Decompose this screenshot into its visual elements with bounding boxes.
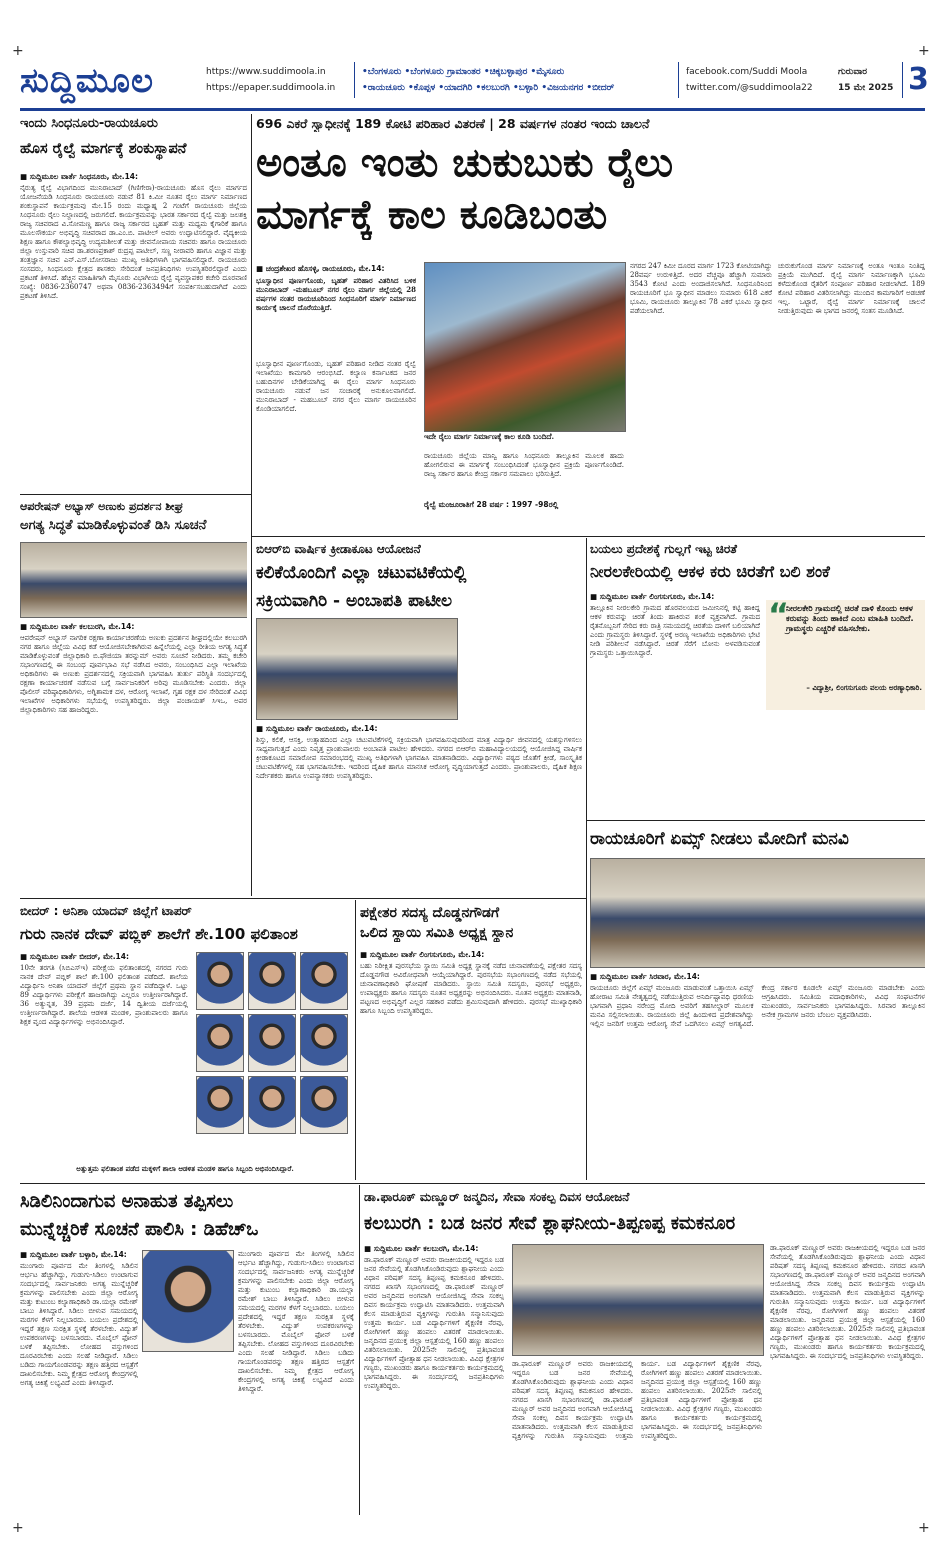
editions-line-1: •ಬೆಂಗಳೂರು •ಬೆಂಗಳೂರು ಗ್ರಾಮಾಂತರ •ಚಿಕ್ಕಬಳ್ಳಾಪುರ •ಮೈಸೂರು [362, 67, 565, 77]
story-body: ಶಿಸ್ತು, ಕಲಿಕೆ, ಆಸಕ್ತಿ, ಉತ್ಸಾಹದಿಂದ ಎಲ್ಲಾ ಚಟುವಟಿಕೆಗಳಲ್ಲಿ ಸಕ್ರಿಯವಾಗಿ ಭಾಗವಹಿಸುವುದರಿಂದ ಮಾತ್ರ ವಿದ್ಯಾರ್ಥಿ ಜೀವನದಲ್ಲಿ ಯಶಸ್ಸುಗಳಿಸಲು ಸಾಧ್ಯವಾಗುತ್ತದೆ ಎಂದು ನಿವೃತ್ತ ಪ್ರಾಂಶುಪಾಲರು ಅಂಬಾಪತಿ ಪಾಟೀಲ ಹೇಳಿದರು. ನಗರದ ಬಿಆರ್‌ಬಿ ಮಹಾವಿದ್ಯಾಲಯದಲ್ಲಿ ಆಯೋಜಿಸಿದ್ದ ವಾರ್ಷಿಕ ಕ್ರೀಡಾಕೂಟದ ಸಮಾರೋಪ ಸಮಾರಂಭದಲ್ಲಿ ಮುಖ್ಯ ಅತಿಥಿಗಳಾಗಿ ಭಾಗವಹಿಸಿ ಮಾತನಾಡಿದರು. ವಿದ್ಯಾರ್ಥಿಗಳು ಪಠ್ಯದ ಜೊತೆಗೆ ಕ್ರೀಡೆ, ಸಾಂಸ್ಕೃತಿಕ ಚಟುವಟಿಕೆಗಳಲ್ಲಿ ಸಹ ಭಾಗವಹಿಸಬೇಕು. ಇದರಿಂದ ದೈಹಿಕ ಹಾಗೂ ಮಾನಸಿಕ ಆರೋಗ್ಯ ವೃದ್ಧಿಯಾಗುತ್ತದೆ ಎಂದರು. ಪ್ರಾಂಶುಪಾಲರು, ದೈಹಿಕ ಶಿಕ್ಷಣ ನಿರ್ದೇಶಕರು ಹಾಗೂ ಉಪನ್ಯಾಸಕರು ಉಪಸ್ಥಿತರಿದ್ದರು. [256, 736, 582, 780]
page-number: 3 [908, 62, 929, 97]
story-byline: ■ ಸುದ್ದಿಮೂಲ ವಾರ್ತೆ ಲಿಂಗಸುಗೂರು, ಮೇ.14: [360, 950, 485, 959]
issue-day: ಗುರುವಾರ [838, 67, 868, 77]
lead-body-4: ಚುರುಕುಗೊಂಡ ಮಾರ್ಗ ನಿರ್ಮಾಣಕ್ಕೆ ಅಂತೂ ಇಂತೂ ನಿಂತಿದ್ದ ಪ್ರಕ್ರಿಯೆ ಮುಗಿದಿದೆ. ರೈಲ್ವೆ ಮಾರ್ಗ ನಿರ್ಮಾಣಕ್ಕಾಗಿ ಭೂಮಿ ಕಳೆದುಕೊಂಡ ರೈತರಿಗೆ ಸಂಪೂರ್ಣ ಪರಿಹಾರ ನೀಡಲಾಗಿದೆ. 189 ಕೋಟಿ ಪರಿಹಾರ ವಿತರಿಸಲಾಗಿದ್ದು ಮುಂದಿನ ಕಾಮಗಾರಿಗೆ ಅಡಚಣೆ ಇಲ್ಲ. ಒಟ್ಟಾರೆ, ರೈಲ್ವೆ ಮಾರ್ಗ ನಿರ್ಮಾಣಕ್ಕೆ ಚಾಲನೆ ನೀಡುತ್ತಿರುವುದು ಈ ಭಾಗದ ಜನರಲ್ಲಿ ಸಂತಸ ಮೂಡಿಸಿದೆ. [778, 262, 925, 315]
officer-photo [142, 1250, 234, 1352]
story-byline: ■ ಸುದ್ದಿಮೂಲ ವಾರ್ತೆ ಸಿಂಧನೂರು, ಮೇ.14: [20, 172, 139, 181]
story-brb-sports [256, 540, 582, 896]
quote-text: ನೀರಲಕೇರಿ ಗ್ರಾಮದಲ್ಲಿ ಚಿರತೆ ದಾಳಿ ಕೊಂದು ಆಕಳ ಕರುವನ್ನು ತಿಂದು ಹಾಕಿದೆ ಎಂಬ ಮಾಹಿತಿ ಬಂದಿದೆ. ಗ್ರಾಮಸ್ಥರು ಎಚ್ಚರಿಕೆ ವಹಿಸಬೇಕು. [786, 604, 914, 633]
quote-attribution: – ವಿದ್ಯಾಶ್ರೀ, ಲಿಂಗಸುಗೂರು ವಲಯ ಅರಣ್ಯಾಧಿಕಾರಿ. [806, 684, 922, 692]
story-headline: ಗುರು ನಾನಕ ದೇವ್ ಪಬ್ಲಿಕ್ ಶಾಲೆಗೆ ಶೇ.100 ಫಲಿತಾಂಶ [20, 925, 298, 943]
column-rule [251, 496, 252, 896]
lead-byline: ■ ಚಂದ್ರಶೇಖರ ಹೊಸಳ್ಳಿ, ರಾಯಚೂರು, ಮೇ.14: [256, 264, 385, 273]
story-body: ರಾಯಚೂರು ಜಿಲ್ಲೆಗೆ ಏಮ್ಸ್ ಮಂಜೂರು ಮಾಡುವಂತೆ ಒತ್ತಾಯಿಸಿ ಏಮ್ಸ್ ಹೋರಾಟ ಸಮಿತಿ ನೇತೃತ್ವದಲ್ಲಿ ನಡೆಯುತ್ತಿರುವ ಅನಿರ್ದಿಷ್ಟಾವಧಿ ಧರಣಿಯ ಭಾಗವಾಗಿ ಪ್ರಧಾನಿ ನರೇಂದ್ರ ಮೋದಿ ಅವರಿಗೆ ತಹಸೀಲ್ದಾರ್ ಮೂಲಕ ಮನವಿ ಸಲ್ಲಿಸಲಾಯಿತು. ರಾಯಚೂರು ಜಿಲ್ಲೆ ಹಿಂದುಳಿದ ಪ್ರದೇಶವಾಗಿದ್ದು ಇಲ್ಲಿನ ಜನರಿಗೆ ಉತ್ತಮ ಆರೋಗ್ಯ ಸೇವೆ ಒದಗಿಸಲು ಏಮ್ಸ್ ಅಗತ್ಯವಿದೆ. ಕೇಂದ್ರ ಸರ್ಕಾರ ಕೂಡಲೇ ಏಮ್ಸ್ ಮಂಜೂರು ಮಾಡಬೇಕು ಎಂದು ಆಗ್ರಹಿಸಿದರು. ಸಮಿತಿಯ ಪದಾಧಿಕಾರಿಗಳು, ವಿವಿಧ ಸಂಘಟನೆಗಳ ಮುಖಂಡರು, ಸಾರ್ವಜನಿಕರು ಭಾಗವಹಿಸಿದ್ದರು. ಸಿರವಾರ ತಾಲ್ಲೂಕಿನ ಅನೇಕ ಗ್ರಾಮಗಳ ಜನರು ಬೆಂಬಲ ವ್ಯಕ್ತಪಡಿಸಿದರು. [590, 984, 925, 1028]
story-headline-line-2: ಮುನ್ನೆಚ್ಚರಿಕೆ ಸೂಚನೆ ಪಾಲಿಸಿ : ಡಿಹೆಚ್‌ಒ [20, 1219, 259, 1240]
story-body: ನೈರುತ್ಯ ರೈಲ್ವೆ ವಿಭಾಗದಿಂದ ಮುನಿರಾಬಾದ್ (ಗಿಣಿಗೇರಾ)-ರಾಯಚೂರು ಹೊಸ ರೈಲು ಮಾರ್ಗದ ಯೋಜನೆಯಡಿ ಸಿಂಧನೂರು ರಾಯಚೂರು ನಡುವೆ 81 ಕಿ.ಮೀ ನೂತನ ರೈಲು ಮಾರ್ಗ ನಿರ್ಮಾಣದ ಶಂಕುಸ್ಥಾಪನೆ ಕಾರ್ಯಕ್ರಮವು ಮೇ.15 ರಂದು ಮಧ್ಯಾಹ್ನ 2 ಗಂಟೆಗೆ ರಾಯಚೂರು ಜಿಲ್ಲೆಯ ಸಿಂಧನೂರು ರೈಲು ನಿಲ್ದಾಣದಲ್ಲಿ ಜರುಗಲಿದೆ. ಕಾರ್ಯಕ್ರಮವನ್ನು ಭಾರತ ಸರ್ಕಾರದ ರೈಲ್ವೆ ಮತ್ತು ಜಲಶಕ್ತಿ ರಾಜ್ಯ ಸಚಿವರಾದ ವಿ.ಸೋಮಣ್ಣ ಹಾಗೂ ರಾಜ್ಯ ಸರ್ಕಾರದ ಬೃಹತ್ ಮತ್ತು ಮಧ್ಯಮ ಕೈಗಾರಿಕೆ ಹಾಗೂ ಮೂಲಸೌಕರ್ಯ ಅಭಿವೃದ್ಧಿ ಸಚಿವರಾದ ಡಾ.ಎಂ.ಬಿ. ಪಾಟೀಲ್ ಅವರು ಉದ್ಘಾಟಿಸಲಿದ್ದಾರೆ. ವೈದ್ಯಕೀಯ ಶಿಕ್ಷಣ ಹಾಗೂ ಕೌಶಲ್ಯಾಭಿವೃದ್ಧಿ ಉದ್ಯಮಶೀಲತೆ ಮತ್ತು ಜೀವನೋಪಾಯ ಸಚಿವರು ಹಾಗೂ ರಾಯಚೂರು ಜಿಲ್ಲಾ ಉಸ್ತುವಾರಿ ಸಚಿವ ಡಾ.ಶರಣಪ್ರಕಾಶ್ ರುದ್ರಪ್ಪ ಪಾಟೀಲ್, ಸಣ್ಣ ನೀರಾವರಿ ಹಾಗೂ ವಿಜ್ಞಾನ ಮತ್ತು ತಂತ್ರಜ್ಞಾನ ಸಚಿವ ಎನ್.ಎಸ್.ಬೋಸರಾಜು ಮುಖ್ಯ ಅತಿಥಿಗಳಾಗಿ ಭಾಗವಹಿಸಲಿದ್ದಾರೆ. ರಾಯಚೂರು ಸಂಸದರು, ಸಿಂಧನೂರು ಕ್ಷೇತ್ರದ ಶಾಸಕರು ಸೇರಿದಂತೆ ಜನಪ್ರತಿನಿಧಿಗಳು ಉಪಸ್ಥಿತರಿರಲಿದ್ದಾರೆ ಎಂದು ಪ್ರಕಟಣೆ ತಿಳಿಸಿದೆ. ಹೆಚ್ಚಿನ ಮಾಹಿತಿಗಾಗಿ ಮೈಸೂರು ವಿಭಾಗೀಯ ರೈಲ್ವೆ ವ್ಯವಸ್ಥಾಪಕರ ಕಚೇರಿ ದೂರವಾಣಿ ಸಂಖ್ಯೆ: 0836-2360747 ಅಥವಾ 0836-2363494ಗೆ ಸಂಪರ್ಕಿಸಬಹುದಾಗಿದೆ ಎಂದು ಪ್ರಕಟಣೆ ತಿಳಿಸಿದೆ. [20, 184, 247, 300]
column-rule [251, 114, 252, 534]
lead-body-2: ರಾಯಚೂರು ಜಿಲ್ಲೆಯ ಮಾನ್ವಿ ಹಾಗೂ ಸಿಂಧನೂರು ತಾಲ್ಲೂಕಿನ ಮೂಲಕ ಹಾದು ಹೋಗಲಿರುವ ಈ ಮಾರ್ಗಕ್ಕೆ ಸಂಬಂಧಿಸಿದಂತೆ ಭೂಸ್ವಾಧೀನ ಪ್ರಕ್ರಿಯೆ ಪೂರ್ಣಗೊಂಡಿದೆ. ರಾಜ್ಯ ಸರ್ಕಾರ ಹಾಗೂ ಕೇಂದ್ರ ಸರ್ಕಾರ ಸಮಪಾಲು ಭರಿಸುತ್ತಿದೆ. [424, 452, 624, 478]
student-photo [196, 1014, 244, 1072]
story-body: ಡಾ.ಫಾರೂಕ್ ಮಣ್ಣೂರ್ ಅವರು ರಾಜಕೀಯದಲ್ಲಿ ಇದ್ದರೂ ಬಡ ಜನರ ಸೇವೆಯಲ್ಲಿ ತೊಡಗಿಸಿಕೊಂಡಿರುವುದು ಶ್ಲಾಘನೀಯ ಎಂದು ವಿಧಾನ ಪರಿಷತ್ ಸದಸ್ಯ ತಿಪ್ಪಣಪ್ಪ ಕಮಕನೂರ ಹೇಳಿದರು. ನಗರದ ಖಾಸಗಿ ಸಭಾಂಗಣದಲ್ಲಿ ಡಾ.ಫಾರೂಕ್ ಮಣ್ಣೂರ್ ಅವರ ಜನ್ಮದಿನದ ಅಂಗವಾಗಿ ಆಯೋಜಿಸಿದ್ದ ಸೇವಾ ಸಂಕಲ್ಪ ದಿವಸ ಕಾರ್ಯಕ್ರಮ ಉದ್ಘಾಟಿಸಿ ಮಾತನಾಡಿದರು. ಉತ್ತಮವಾಗಿ ಕೆಲಸ ಮಾಡುತ್ತಿರುವ ವ್ಯಕ್ತಿಗಳನ್ನು ಗುರುತಿಸಿ ಸನ್ಮಾನಿಸುವುದು ಉತ್ತಮ ಕಾರ್ಯ. ಬಡ ವಿದ್ಯಾರ್ಥಿಗಳಿಗೆ ಶೈಕ್ಷಣಿಕ ನೆರವು, ರೋಗಿಗಳಿಗೆ ಹಣ್ಣು ಹಂಪಲು ವಿತರಣೆ ಮಾಡಲಾಯಿತು. ಜನ್ಮದಿನದ ಪ್ರಯುಕ್ತ ಜಿಲ್ಲಾ ಆಸ್ಪತ್ರೆಯಲ್ಲಿ 160 ಹಣ್ಣು ಹಂಪಲು ವಿತರಿಸಲಾಯಿತು. 2025ನೇ ಸಾಲಿನಲ್ಲಿ ಪ್ರತಿಭಾವಂತ ವಿದ್ಯಾರ್ಥಿಗಳಿಗೆ ಪ್ರೋತ್ಸಾಹ ಧನ ನೀಡಲಾಯಿತು. ವಿವಿಧ ಕ್ಷೇತ್ರಗಳ ಗಣ್ಯರು, ಮುಖಂಡರು ಹಾಗೂ ಕಾರ್ಯಕರ್ತರು ಕಾರ್ಯಕ್ರಮದಲ್ಲಿ ಭಾಗವಹಿಸಿದ್ದರು. ಈ ಸಂದರ್ಭದಲ್ಲಿ ಜನಪ್ರತಿನಿಧಿಗಳು ಉಪಸ್ಥಿತರಿದ್ದರು. [364, 1256, 504, 1390]
column-rule [355, 900, 356, 1180]
story-body-continued: ಡಾ.ಫಾರೂಕ್ ಮಣ್ಣೂರ್ ಅವರು ರಾಜಕೀಯದಲ್ಲಿ ಇದ್ದರೂ ಬಡ ಜನರ ಸೇವೆಯಲ್ಲಿ ತೊಡಗಿಸಿಕೊಂಡಿರುವುದು ಶ್ಲಾಘನೀಯ ಎಂದು ವಿಧಾನ ಪರಿಷತ್ ಸದಸ್ಯ ತಿಪ್ಪಣಪ್ಪ ಕಮಕನೂರ ಹೇಳಿದರು. ನಗರದ ಖಾಸಗಿ ಸಭಾಂಗಣದಲ್ಲಿ ಡಾ.ಫಾರೂಕ್ ಮಣ್ಣೂರ್ ಅವರ ಜನ್ಮದಿನದ ಅಂಗವಾಗಿ ಆಯೋಜಿಸಿದ್ದ ಸೇವಾ ಸಂಕಲ್ಪ ದಿವಸ ಕಾರ್ಯಕ್ರಮ ಉದ್ಘಾಟಿಸಿ ಮಾತನಾಡಿದರು. ಉತ್ತಮವಾಗಿ ಕೆಲಸ ಮಾಡುತ್ತಿರುವ ವ್ಯಕ್ತಿಗಳನ್ನು ಗುರುತಿಸಿ ಸನ್ಮಾನಿಸುವುದು ಉತ್ತಮ ಕಾರ್ಯ. ಬಡ ವಿದ್ಯಾರ್ಥಿಗಳಿಗೆ ಶೈಕ್ಷಣಿಕ ನೆರವು, ರೋಗಿಗಳಿಗೆ ಹಣ್ಣು ಹಂಪಲು ವಿತರಣೆ ಮಾಡಲಾಯಿತು. ಜನ್ಮದಿನದ ಪ್ರಯುಕ್ತ ಜಿಲ್ಲಾ ಆಸ್ಪತ್ರೆಯಲ್ಲಿ 160 ಹಣ್ಣು ಹಂಪಲು ವಿತರಿಸಲಾಯಿತು. 2025ನೇ ಸಾಲಿನಲ್ಲಿ ಪ್ರತಿಭಾವಂತ ವಿದ್ಯಾರ್ಥಿಗಳಿಗೆ ಪ್ರೋತ್ಸಾಹ ಧನ ನೀಡಲಾಯಿತು. ವಿವಿಧ ಕ್ಷೇತ್ರಗಳ ಗಣ್ಯರು, ಮುಖಂಡರು ಹಾಗೂ ಕಾರ್ಯಕರ್ತರು ಕಾರ್ಯಕ್ರಮದಲ್ಲಿ ಭಾಗವಹಿಸಿದ್ದರು. ಈ ಸಂದರ್ಭದಲ್ಲಿ ಜನಪ್ರತಿನಿಧಿಗಳು ಉಪಸ್ಥಿತರಿದ್ದರು. [512, 1360, 762, 1440]
story-aiims [590, 824, 925, 1180]
column-rule [586, 822, 587, 1180]
story-leopard [590, 540, 925, 820]
registration-mark: + [12, 43, 24, 59]
masthead-divider [902, 62, 903, 98]
quote-box [766, 596, 925, 710]
registration-mark: + [918, 1520, 930, 1536]
lead-headline-line-2: ಮಾರ್ಗಕ್ಕೆ ಕಾಲ ಕೂಡಿಬಂತು [256, 192, 608, 238]
story-kicker: ಬಿಆರ್‌ಬಿ ವಾರ್ಷಿಕ ಕ್ರೀಡಾಕೂಟ ಆಯೋಜನೆ [256, 542, 421, 556]
story-byline: ■ ಸುದ್ದಿಮೂಲ ವಾರ್ತೆ ಸಿರವಾರ, ಮೇ.14: [590, 972, 700, 981]
lead-story [256, 114, 925, 534]
story-headline: ಕಲಬುರಗಿ : ಬಡ ಜನರ ಸೇವೆ ಶ್ಲಾಘನೀಯ-ತಿಪ್ಪಣಪ್ಪ ಕಮಕನೂರ [364, 1213, 736, 1234]
lead-timeline-subhead: ರೈಲ್ವೆ ಮಂಜೂರಾತಿಗೆ 28 ವರ್ಷ : 1997 -98ರಲ್ಲಿ [424, 500, 559, 509]
train-photo [424, 262, 626, 432]
protest-photo [590, 858, 925, 968]
lead-body-1: ಭೂಸ್ವಾಧೀನ ಪೂರ್ಣಗೊಂಡು, ಬೃಹತ್ ಪರಿಹಾರ ನೀಡಿದ ನಂತರ ರೈಲ್ವೆ ಇಲಾಖೆಯು ಕಾಮಗಾರಿ ಆರಂಭಿಸಿದೆ. ಕಲ್ಯಾಣ ಕರ್ನಾಟಕದ ಜನರ ಬಹುದಿನಗಳ ಬೇಡಿಕೆಯಾಗಿದ್ದ ಈ ರೈಲು ಮಾರ್ಗ ಸಿಂಧನೂರು ರಾಯಚೂರು ನಡುವೆ ಜನ ಸಂಚಾರಕ್ಕೆ ಅನುಕೂಲವಾಗಲಿದೆ. ಮುನಿರಾಬಾದ್ - ಮಹಬೂಬ್ ನಗರ ರೈಲು ಮಾರ್ಗ ರಾಯಚೂರಿನ ಕೊಂಡಿಯಾಗಲಿದೆ. [256, 360, 416, 413]
story-kamakanur [364, 1188, 925, 1514]
story-headline-line-1: ಕಲಿಕೆಯೊಂದಿಗೆ ಎಲ್ಲಾ ಚಟುವಟಿಕೆಯಲ್ಲಿ [256, 563, 467, 583]
story-kicker: ಇಂದು ಸಿಂಧನೂರು-ರಾಯಚೂರು [20, 116, 158, 131]
story-body: ಆಪರೇಷನ್ ಅಭ್ಯಾಸ್ ನಾಗರಿಕ ರಕ್ಷಣಾ ಕಾರ್ಯಾಚರಣೆಯ ಅಣುಕು ಪ್ರದರ್ಶನ ಶೀಘ್ರದಲ್ಲಿಯೇ ಕಲಬುರಗಿ ನಗರ ಹಾಗೂ ಜಿಲ್ಲೆಯ ವಿವಿಧ ಕಡೆ ಆಯೋಜಿಸಬೇಕಾಗಿರುವ ಹಿನ್ನೆಲೆಯಲ್ಲಿ ಎಲ್ಲಾ ರೀತಿಯ ಅಗತ್ಯ ಸಿದ್ಧತೆ ಮಾಡಿಕೊಳ್ಳುವಂತೆ ಜಿಲ್ಲಾಧಿಕಾರಿ ಬಿ.ಫೌಜಿಯಾ ತರನ್ನುಮ್ ಅವರು ಸೂಚನೆ ನೀಡಿದರು. ತಮ್ಮ ಕಚೇರಿ ಸಭಾಂಗಣದಲ್ಲಿ ಈ ಸಂಬಂಧ ಪೂರ್ವಭಾವಿ ಸಭೆ ನಡೆಸಿದ ಅವರು, ಸಂಬಂಧಿಸಿದ ಎಲ್ಲಾ ಇಲಾಖೆಯ ಅಧಿಕಾರಿಗಳು ಈ ಅಣುಕು ಪ್ರದರ್ಶನದಲ್ಲಿ ಸಕ್ರಿಯವಾಗಿ ಭಾಗವಹಿಸಿ ತುರ್ತು ಪರಿಸ್ಥಿತಿ ಸಂದರ್ಭದಲ್ಲಿ ರಕ್ಷಣಾ ಕಾರ್ಯಾಚರಣೆ ನಡೆಸುವ ಬಗ್ಗೆ ಸಾರ್ವಜನಿಕರಿಗೆ ಅರಿವು ಮೂಡಿಸಬೇಕು ಎಂದರು. ಜಿಲ್ಲಾ ಪೊಲೀಸ್ ವರಿಷ್ಠಾಧಿಕಾರಿಗಳು, ಅಗ್ನಿಶಾಮಕ ದಳ, ಆರೋಗ್ಯ ಇಲಾಖೆ, ಗೃಹ ರಕ್ಷಕ ದಳ ಸೇರಿದಂತೆ ವಿವಿಧ ಇಲಾಖೆಗಳ ಅಧಿಕಾರಿಗಳು ಸಭೆಯಲ್ಲಿ ಉಪಸ್ಥಿತರಿದ್ದರು. ಜಿಲ್ಲಾ ಪಂಚಾಯತ್ ಸಿಇಒ, ಅಪರ ಜಿಲ್ಲಾಧಿಕಾರಿಗಳು ಸಹ ಹಾಜರಿದ್ದರು. [20, 634, 247, 714]
meeting-photo [20, 542, 247, 618]
story-bidar-school [20, 902, 350, 1180]
story-byline: ■ ಸುದ್ದಿಮೂಲ ವಾರ್ತೆ ಲಿಂಗಸುಗೂರು, ಮೇ.14: [590, 592, 715, 601]
student-photo [300, 1076, 348, 1134]
story-headline-line-2: ಒಲಿದ ಸ್ಥಾಯಿ ಸಮಿತಿ ಅಧ್ಯಕ್ಷ ಸ್ಥಾನ [360, 925, 514, 941]
twitter-link[interactable]: twitter.com/@suddimoola22 [686, 83, 813, 93]
lead-kicker: 696 ಎಕರೆ ಸ್ವಾಧೀನಕ್ಕೆ 189 ಕೋಟಿ ಪರಿಹಾರ ವಿತರಣೆ | 28 ವರ್ಷಗಳ ನಂತರ ಇಂದು ಚಾಲನೆ [256, 116, 650, 131]
story-body: ಮುಂಗಾರು ಪೂರ್ವದ ಮೇ ತಿಂಗಳಲ್ಲಿ ಸಿಡಿಲಿನ ಆರ್ಭಟ ಹೆಚ್ಚಾಗಿದ್ದು, ಗುಡುಗು-ಸಿಡಿಲು ಉಂಟಾಗುವ ಸಂದರ್ಭದಲ್ಲಿ ಸಾರ್ವಜನಿಕರು ಅಗತ್ಯ ಮುನ್ನೆಚ್ಚರಿಕೆ ಕ್ರಮಗಳನ್ನು ಪಾಲಿಸಬೇಕು ಎಂದು ಜಿಲ್ಲಾ ಆರೋಗ್ಯ ಮತ್ತು ಕುಟುಂಬ ಕಲ್ಯಾಣಾಧಿಕಾರಿ ಡಾ.ಯಲ್ಲಾ ರಮೇಶ್ ಬಾಬು ತಿಳಿಸಿದ್ದಾರೆ. ಸಿಡಿಲು ಬೀಳುವ ಸಮಯದಲ್ಲಿ ಮರಗಳ ಕೆಳಗೆ ನಿಲ್ಲಬಾರದು. ಬಯಲು ಪ್ರದೇಶದಲ್ಲಿ ಇದ್ದರೆ ತಕ್ಷಣ ಸುರಕ್ಷಿತ ಸ್ಥಳಕ್ಕೆ ತೆರಳಬೇಕು. ವಿದ್ಯುತ್ ಉಪಕರಣಗಳನ್ನು ಬಳಸಬಾರದು. ಮೊಬೈಲ್ ಫೋನ್ ಬಳಕೆ ತಪ್ಪಿಸಬೇಕು. ಲೋಹದ ವಸ್ತುಗಳಿಂದ ದೂರವಿರಬೇಕು ಎಂದು ಸಲಹೆ ನೀಡಿದ್ದಾರೆ. ಸಿಡಿಲು ಬಡಿದು ಗಾಯಗೊಂಡವರನ್ನು ತಕ್ಷಣ ಹತ್ತಿರದ ಆಸ್ಪತ್ರೆಗೆ ದಾಖಲಿಸಬೇಕು. ನಿಮ್ಮ ಕ್ಷೇತ್ರದ ಆರೋಗ್ಯ ಕೇಂದ್ರಗಳಲ್ಲಿ ಅಗತ್ಯ ಚಿಕಿತ್ಸೆ ಲಭ್ಯವಿದೆ ಎಂದು ತಿಳಿಸಿದ್ದಾರೆ. [20, 1262, 138, 1387]
section-rule [20, 1183, 925, 1184]
student-photo [196, 952, 244, 1010]
story-kicker: ಡಾ.ಫಾರೂಕ್ ಮಣ್ಣೂರ್ ಜನ್ಮದಿನ, ಸೇವಾ ಸಂಕಲ್ಪ ದಿವಸ ಆಯೋಜನೆ [364, 1190, 630, 1204]
story-headline-line-1: ಪಕ್ಷೇತರ ಸದಸ್ಯ ದೊಡ್ಡನಗೌಡಗೆ [360, 905, 500, 921]
story-headline-line-2: ಸಕ್ರಿಯವಾಗಿರಿ - ಅಂಬಾಪತಿ ಪಾಟೀಲ [256, 591, 453, 611]
story-headline-line-1: ಸಿಡಿಲಿನಿಂದಾಗುವ ಅನಾಹುತ ತಪ್ಪಿಸಲು [20, 1191, 234, 1212]
web-link[interactable]: https://www.suddimoola.in [206, 67, 326, 77]
story-body: 10ನೇ ತರಗತಿ (ಸಿಬಿಎಸ್‌ಇ) ಪರೀಕ್ಷೆಯ ಫಲಿತಾಂಶದಲ್ಲಿ ನಗರದ ಗುರು ನಾನಕ ದೇವ್ ಪಬ್ಲಿಕ್ ಶಾಲೆ ಶೇ.100 ಫಲಿತಾಂಶ ಪಡೆದಿದೆ. ಶಾಲೆಯ ವಿದ್ಯಾರ್ಥಿನಿ ಅನಿಶಾ ಯಾದವ್ ಜಿಲ್ಲೆಗೆ ಪ್ರಥಮ ಸ್ಥಾನ ಪಡೆದಿದ್ದಾಳೆ. ಒಟ್ಟು 89 ವಿದ್ಯಾರ್ಥಿಗಳು ಪರೀಕ್ಷೆಗೆ ಹಾಜರಾಗಿದ್ದು ಎಲ್ಲರೂ ಉತ್ತೀರ್ಣರಾಗಿದ್ದಾರೆ. 36 ಅತ್ಯುನ್ನತ, 39 ಪ್ರಥಮ ದರ್ಜೆ, 14 ದ್ವಿತೀಯ ದರ್ಜೆಯಲ್ಲಿ ಉತ್ತೀರ್ಣರಾಗಿದ್ದಾರೆ. ಶಾಲೆಯ ಆಡಳಿತ ಮಂಡಳಿ, ಪ್ರಾಂಶುಪಾಲರು ಹಾಗೂ ಶಿಕ್ಷಕ ವೃಂದ ವಿದ್ಯಾರ್ಥಿಗಳನ್ನು ಅಭಿನಂದಿಸಿದ್ದಾರೆ. [20, 964, 188, 1026]
story-kicker: ಆಪರೇಷನ್ ಅಭ್ಯಾಸ್ ಅಣುಕು ಪ್ರದರ್ಶನ ಶೀಘ್ರ [20, 500, 184, 513]
story-byline: ■ ಸುದ್ದಿಮೂಲ ವಾರ್ತೆ ರಾಯಚೂರು, ಮೇ.14: [256, 724, 378, 733]
story-lightning-advisory [20, 1188, 354, 1514]
story-operation-abhyas [20, 498, 247, 896]
student-photo [248, 952, 296, 1010]
story-headline: ನೀರಲಕೇರಿಯಲ್ಲಿ ಆಕಳ ಕರು ಚಿರತೆಗೆ ಬಲಿ ಶಂಕೆ [590, 562, 830, 581]
story-standing-committee [360, 902, 582, 1180]
story-byline: ■ ಸುದ್ದಿಮೂಲ ವಾರ್ತೆ ಕಲಬುರಗಿ, ಮೇ.14: [364, 1244, 479, 1253]
photo-caption: ಅತ್ಯುತ್ತಮ ಫಲಿತಾಂಶ ಪಡೆದ ಮಕ್ಕಳಿಗೆ ಶಾಲಾ ಆಡಳಿತ ಮಂಡಳಿ ಹಾಗೂ ಸಿಬ್ಬಂದಿ ಅಭಿನಂದಿಸಿದ್ದಾರೆ. [76, 1164, 294, 1173]
story-headline: ಹೊಸ ರೈಲ್ವೆ ಮಾರ್ಗಕ್ಕೆ ಶಂಕುಸ್ಥಾಪನೆ [20, 141, 187, 157]
section-rule [20, 494, 251, 495]
story-body: ಬಹು ನಿರೀಕ್ಷಿತ ಪುರಸಭೆಯ ಸ್ಥಾಯಿ ಸಮಿತಿ ಅಧ್ಯಕ್ಷ ಸ್ಥಾನಕ್ಕೆ ನಡೆದ ಚುನಾವಣೆಯಲ್ಲಿ ಪಕ್ಷೇತರ ಸದಸ್ಯ ದೊಡ್ಡನಗೌಡ ಅವಿರೋಧವಾಗಿ ಆಯ್ಕೆಯಾಗಿದ್ದಾರೆ. ಪುರಸಭೆಯ ಸಭಾಂಗಣದಲ್ಲಿ ನಡೆದ ಸಭೆಯಲ್ಲಿ ಚುನಾವಣಾಧಿಕಾರಿ ಘೋಷಣೆ ಮಾಡಿದರು. ಸ್ಥಾಯಿ ಸಮಿತಿ ಸದಸ್ಯರು, ಪುರಸಭೆ ಅಧ್ಯಕ್ಷರು, ಉಪಾಧ್ಯಕ್ಷರು ಹಾಗೂ ಸದಸ್ಯರು ನೂತನ ಅಧ್ಯಕ್ಷರನ್ನು ಅಭಿನಂದಿಸಿದರು. ನೂತನ ಅಧ್ಯಕ್ಷರು ಮಾತನಾಡಿ, ಪಟ್ಟಣದ ಅಭಿವೃದ್ಧಿಗೆ ಎಲ್ಲರ ಸಹಕಾರ ಪಡೆದು ಶ್ರಮಿಸುವುದಾಗಿ ಹೇಳಿದರು. ಪುರಸಭೆ ಮುಖ್ಯಾಧಿಕಾರಿ ಹಾಗೂ ಸಿಬ್ಬಂದಿ ಉಪಸ್ಥಿತರಿದ್ದರು. [360, 962, 582, 1015]
issue-date: 15 ಮೇ 2025 [838, 83, 894, 93]
lead-headline-line-1: ಅಂತೂ ಇಂತು ಚುಕುಬುಕು ರೈಲು [256, 140, 674, 186]
story-body-continued: ಮುಂಗಾರು ಪೂರ್ವದ ಮೇ ತಿಂಗಳಲ್ಲಿ ಸಿಡಿಲಿನ ಆರ್ಭಟ ಹೆಚ್ಚಾಗಿದ್ದು, ಗುಡುಗು-ಸಿಡಿಲು ಉಂಟಾಗುವ ಸಂದರ್ಭದಲ್ಲಿ ಸಾರ್ವಜನಿಕರು ಅಗತ್ಯ ಮುನ್ನೆಚ್ಚರಿಕೆ ಕ್ರಮಗಳನ್ನು ಪಾಲಿಸಬೇಕು ಎಂದು ಜಿಲ್ಲಾ ಆರೋಗ್ಯ ಮತ್ತು ಕುಟುಂಬ ಕಲ್ಯಾಣಾಧಿಕಾರಿ ಡಾ.ಯಲ್ಲಾ ರಮೇಶ್ ಬಾಬು ತಿಳಿಸಿದ್ದಾರೆ. ಸಿಡಿಲು ಬೀಳುವ ಸಮಯದಲ್ಲಿ ಮರಗಳ ಕೆಳಗೆ ನಿಲ್ಲಬಾರದು. ಬಯಲು ಪ್ರದೇಶದಲ್ಲಿ ಇದ್ದರೆ ತಕ್ಷಣ ಸುರಕ್ಷಿತ ಸ್ಥಳಕ್ಕೆ ತೆರಳಬೇಕು. ವಿದ್ಯುತ್ ಉಪಕರಣಗಳನ್ನು ಬಳಸಬಾರದು. ಮೊಬೈಲ್ ಫೋನ್ ಬಳಕೆ ತಪ್ಪಿಸಬೇಕು. ಲೋಹದ ವಸ್ತುಗಳಿಂದ ದೂರವಿರಬೇಕು ಎಂದು ಸಲಹೆ ನೀಡಿದ್ದಾರೆ. ಸಿಡಿಲು ಬಡಿದು ಗಾಯಗೊಂಡವರನ್ನು ತಕ್ಷಣ ಹತ್ತಿರದ ಆಸ್ಪತ್ರೆಗೆ ದಾಖಲಿಸಬೇಕು. ನಿಮ್ಮ ಕ್ಷೇತ್ರದ ಆರೋಗ್ಯ ಕೇಂದ್ರಗಳಲ್ಲಿ ಅಗತ್ಯ ಚಿಕಿತ್ಸೆ ಲಭ್ಯವಿದೆ ಎಂದು ತಿಳಿಸಿದ್ದಾರೆ. [238, 1250, 354, 1393]
event-photo [512, 1244, 764, 1356]
section-rule [587, 820, 925, 821]
story-byline: ■ ಸುದ್ದಿಮೂಲ ವಾರ್ತೆ ಬೀದರ್, ಮೇ.14: [20, 952, 129, 961]
story-kicker: ಬೀದರ್ : ಅನಿಶಾ ಯಾದವ್ ಜಿಲ್ಲೆಗೆ ಟಾಪರ್ [20, 904, 192, 918]
student-photo [248, 1014, 296, 1072]
story-body: ತಾಲ್ಲೂಕಿನ ನೀರಲಕೇರಿ ಗ್ರಾಮದ ಹೊರವಲಯದ ಜಮೀನಿನಲ್ಲಿ ಕಟ್ಟಿ ಹಾಕಿದ್ದ ಆಕಳ ಕರುವನ್ನು ಚಿರತೆ ತಿಂದು ಹಾಕಿರುವ ಶಂಕೆ ವ್ಯಕ್ತವಾಗಿದೆ. ಗ್ರಾಮದ ರೈತನೊಬ್ಬನಿಗೆ ಸೇರಿದ ಕರು ರಾತ್ರಿ ಸಮಯದಲ್ಲಿ ಚಿರತೆಯ ದಾಳಿಗೆ ಬಲಿಯಾಗಿದೆ ಎಂದು ಗ್ರಾಮಸ್ಥರು ತಿಳಿಸಿದ್ದಾರೆ. ಸ್ಥಳಕ್ಕೆ ಅರಣ್ಯ ಇಲಾಖೆಯ ಅಧಿಕಾರಿಗಳು ಭೇಟಿ ನೀಡಿ ಪರಿಶೀಲನೆ ನಡೆಸಿದ್ದಾರೆ. ಚಿರತೆ ಸೆರೆಗೆ ಬೋನು ಅಳವಡಿಸುವಂತೆ ಗ್ರಾಮಸ್ಥರು ಒತ್ತಾಯಿಸಿದ್ದಾರೆ. [590, 604, 760, 657]
student-photo [300, 1014, 348, 1072]
section-rule [20, 898, 586, 899]
masthead-rule [20, 108, 925, 111]
story-kicker: ಬಯಲು ಪ್ರದೇಶಕ್ಕೆ ಗುಲ್ಲಗೆ ಇಟ್ಟ ಚಿರತೆ [590, 542, 738, 556]
story-body-column-3: ಡಾ.ಫಾರೂಕ್ ಮಣ್ಣೂರ್ ಅವರು ರಾಜಕೀಯದಲ್ಲಿ ಇದ್ದರೂ ಬಡ ಜನರ ಸೇವೆಯಲ್ಲಿ ತೊಡಗಿಸಿಕೊಂಡಿರುವುದು ಶ್ಲಾಘನೀಯ ಎಂದು ವಿಧಾನ ಪರಿಷತ್ ಸದಸ್ಯ ತಿಪ್ಪಣಪ್ಪ ಕಮಕನೂರ ಹೇಳಿದರು. ನಗರದ ಖಾಸಗಿ ಸಭಾಂಗಣದಲ್ಲಿ ಡಾ.ಫಾರೂಕ್ ಮಣ್ಣೂರ್ ಅವರ ಜನ್ಮದಿನದ ಅಂಗವಾಗಿ ಆಯೋಜಿಸಿದ್ದ ಸೇವಾ ಸಂಕಲ್ಪ ದಿವಸ ಕಾರ್ಯಕ್ರಮ ಉದ್ಘಾಟಿಸಿ ಮಾತನಾಡಿದರು. ಉತ್ತಮವಾಗಿ ಕೆಲಸ ಮಾಡುತ್ತಿರುವ ವ್ಯಕ್ತಿಗಳನ್ನು ಗುರುತಿಸಿ ಸನ್ಮಾನಿಸುವುದು ಉತ್ತಮ ಕಾರ್ಯ. ಬಡ ವಿದ್ಯಾರ್ಥಿಗಳಿಗೆ ಶೈಕ್ಷಣಿಕ ನೆರವು, ರೋಗಿಗಳಿಗೆ ಹಣ್ಣು ಹಂಪಲು ವಿತರಣೆ ಮಾಡಲಾಯಿತು. ಜನ್ಮದಿನದ ಪ್ರಯುಕ್ತ ಜಿಲ್ಲಾ ಆಸ್ಪತ್ರೆಯಲ್ಲಿ 160 ಹಣ್ಣು ಹಂಪಲು ವಿತರಿಸಲಾಯಿತು. 2025ನೇ ಸಾಲಿನಲ್ಲಿ ಪ್ರತಿಭಾವಂತ ವಿದ್ಯಾರ್ಥಿಗಳಿಗೆ ಪ್ರೋತ್ಸಾಹ ಧನ ನೀಡಲಾಯಿತು. ವಿವಿಧ ಕ್ಷೇತ್ರಗಳ ಗಣ್ಯರು, ಮುಖಂಡರು ಹಾಗೂ ಕಾರ್ಯಕರ್ತರು ಕಾರ್ಯಕ್ರಮದಲ್ಲಿ ಭಾಗವಹಿಸಿದ್ದರು. ಈ ಸಂದರ್ಭದಲ್ಲಿ ಜನಪ್ರತಿನಿಧಿಗಳು ಉಪಸ್ಥಿತರಿದ್ದರು. [770, 1244, 925, 1360]
story-byline: ■ ಸುದ್ದಿಮೂಲ ವಾರ್ತೆ ಕಲಬುರಗಿ, ಮೇ.14: [20, 622, 135, 631]
lead-intro: ಭೂಸ್ವಾಧೀನ ಪೂರ್ಣಗೊಂಡು, ಬೃಹತ್ ಪರಿಹಾರ ವಿತರಿಸಿದ ಬಳಿಕ ಮುನಿರಾಬಾದ್ -ಮಹಬೂಬ್ ನಗರ ರೈಲು ಮಾರ್ಗ ಜಿಲ್ಲೆಯಲ್ಲಿ 28 ವರ್ಷಗಳ ನಂತರ ರಾಯಚೂರಿನಿಂದ ಸಿಂಧನೂರಿಗೆ ಮಾರ್ಗ ನಿರ್ಮಾಣದ ಕಾರ್ಯಕ್ಕೆ ಚಾಲನೆ ದೊರೆಯುತ್ತಿದೆ. [256, 276, 416, 312]
column-rule [359, 1185, 360, 1515]
registration-mark: + [12, 1520, 24, 1536]
students-photo [256, 618, 458, 720]
editions-line-2: •ರಾಯಚೂರು •ಕೊಪ್ಪಳ •ಯಾದಗಿರಿ •ಕಲಬುರಗಿ •ಬಳ್ಳಾರಿ •ವಿಜಯನಗರ •ಬೀದರ್ [362, 83, 615, 93]
masthead-divider [354, 62, 355, 98]
story-headline: ರಾಯಚೂರಿಗೆ ಏಮ್ಸ್ ನೀಡಲು ಮೋದಿಗೆ ಮನವಿ [590, 829, 849, 849]
train-photo-caption: ಇದೇ ರೈಲು ಮಾರ್ಗ ನಿರ್ಮಾಣಕ್ಕೆ ಕಾಲ ಕೂಡಿ ಬಂದಿದೆ. [424, 432, 555, 441]
student-photo [248, 1076, 296, 1134]
story-headline: ಅಗತ್ಯ ಸಿದ್ಧತೆ ಮಾಡಿಕೊಳ್ಳುವಂತೆ ಡಿಸಿ ಸೂಚನೆ [20, 518, 207, 533]
registration-mark: + [918, 43, 930, 59]
lead-body-3: ನಗರದ 247 ಕಿಮೀ ದೂರದ ಮಾರ್ಗ 1723 ಕೋಟಿಯಾಗಿದ್ದು 28ವರ್ಷ ಉರುಳಿತ್ತಿದೆ. ಅದರ ವೆಚ್ಚವೂ ಹೆಚ್ಚಾಗಿ ಸುಮಾರು 3543 ಕೋಟಿ ಎಂದು ಅಂದಾಜಿಸಲಾಗಿದೆ. ಸಿಂಧನೂರಿನಿಂದ ರಾಯಚೂರಿಗೆ ಭೂ ಸ್ವಾಧೀನ ಮಾಡಲು ಸುಮಾರು 618 ಎಕರೆ ಭೂಮಿ, ರಾಯಚೂರು ತಾಲ್ಲೂಕಿನ 78 ಎಕರೆ ಭೂಮಿ ಸ್ವಾಧೀನ ಪಡೆಯಲಾಗಿದೆ. [630, 262, 772, 315]
student-photo [300, 952, 348, 1010]
quote-mark-icon: “ [768, 596, 790, 634]
masthead-logo: ಸುದ್ದಿಮೂಲ [20, 61, 154, 101]
facebook-link[interactable]: facebook.com/Suddi Moola [686, 67, 808, 77]
section-rule [252, 536, 925, 537]
masthead-divider [678, 62, 679, 98]
story-byline: ■ ಸುದ್ದಿಮೂಲ ವಾರ್ತೆ ಬಳ್ಳಾರಿ, ಮೇ.14: [20, 1250, 127, 1259]
epaper-link[interactable]: https://epaper.suddimoola.in [206, 83, 336, 93]
masthead [20, 58, 929, 108]
student-photo [196, 1076, 244, 1134]
story-sindhanur-railway [20, 114, 247, 492]
